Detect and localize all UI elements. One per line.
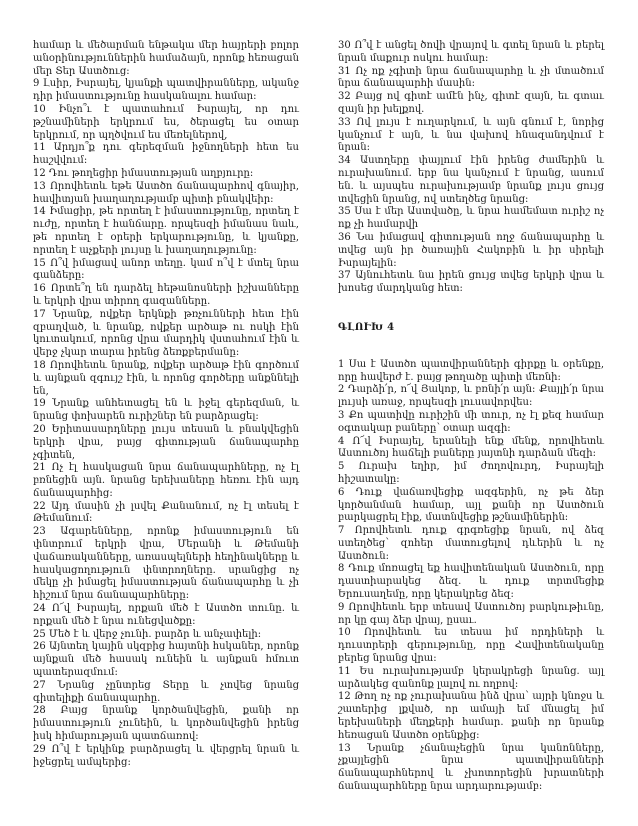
verse-paragraph: 16 Որտե՞ղ են դարձել հեթանոսների իշխանները և երկրի վրա տիրող գազանները. bbox=[33, 283, 299, 307]
right-column bbox=[338, 40, 604, 794]
verse-paragraph: 34 Աստղերը փայլում էին իրենց ժամերին և ուրախանում. երբ նա կանչում է նրանց, ասում են. և այսպես ուրախությամբ նրանք լույս ցույց տվեցին նրանց, ով ստեղծեց նրանց: bbox=[338, 155, 604, 205]
verse-paragraph: 9 Լսիր, Իսրայել, կյանքի պատվիրանները, ականջ դիր իմաստությունը հասկանալու համար: bbox=[33, 78, 299, 103]
verse-paragraph: 27 Նրանց չընտրեց Տերը և չտվեց նրանց գիտելիքի ճանապարհը. bbox=[33, 679, 299, 704]
left-column bbox=[33, 40, 299, 769]
verse-paragraph: 22 Այդ մասին չի լսվել Քանանում, ոչ էլ տեսել է Թեմանում: bbox=[33, 500, 299, 525]
verse-paragraph: 14 Իմացիր, թե որտեղ է իմաստությունը, որտեղ է ուժը, որտեղ է հանճարը. որպեսզի իմանաս նաև, թե որտեղ է օրերի երկարությունը, և կյանքը, որտեղ է աչքերի լույսը և խաղաղությունը: bbox=[33, 206, 299, 256]
verse-paragraph: 24 Ո՜վ Իսրայել, որքան մեծ է Աստծո տունը. և որքան մեծ է նրա ունեցվածքը: bbox=[33, 603, 299, 627]
verse-paragraph: 35 Սա է մեր Աստվածը, և նրա համեմատ ուրիշ ոչ ոք չի համարվի bbox=[338, 206, 604, 231]
verse-paragraph: 1 Սա է Աստծո պատվիրանների գիրքը և օրենքը, որը հավերժ է. բայց թողածը պիտի մեռնի: bbox=[338, 358, 604, 383]
verse-paragraph: 18 Որովհետև նրանք, ովքեր արծաթ էին գործում և այնքան զգույշ էին, և որոնց գործերը անքննելի են, bbox=[33, 359, 299, 397]
verse-paragraph: 32 Բայց ով գիտէ ամէն ինչ, գիտէ զայն, եւ գտաւ զայն իր խելքով. bbox=[338, 91, 604, 115]
verse-paragraph: 7 Որովհետև դուք գրգռեցիք նրան, ով ձեզ ստեղծեց՝ զոհեր մատուցելով դևերին և ոչ Աստծուն: bbox=[338, 525, 604, 562]
verse-paragraph: 30 Ո՞վ է անցել ծովի վրայով և գտել նրան և բերել նրան մաքուր ոսկու համար: bbox=[338, 40, 604, 64]
verse-paragraph: 3 Քո պատիվը ուրիշին մի տուր, ոչ էլ քեզ համար օգտակար բաները՝ օտար ազգի: bbox=[338, 409, 604, 434]
verse-paragraph: 11 Ես ուրախությամբ կերակրեցի նրանց. այլ արձակեց զանոնք լալով ու ողբով: bbox=[338, 665, 604, 690]
verse-paragraph: 19 Նրանք անհետացել են և իջել գերեզման, և նրանց փոխարեն ուրիշներ են բարձրացել: bbox=[33, 398, 299, 423]
verse-paragraph: 4 Ո՜վ Իսրայել, երանելի ենք մենք, որովհետև Աստուծոյ հաճելի բաները յայտնի դարձան մեզի: bbox=[338, 435, 604, 460]
verse-paragraph: 20 Երիտասարդները լույս տեսան և բնակվեցին երկրի վրա, բայց գիտության ճանապարհը չգիտեն, bbox=[33, 423, 299, 461]
verse-paragraph: 9 Որովհետև երբ տեսավ Աստուծոյ բարկութիւնը, որ կը գայ ձեր վրայ, ըսաւ. bbox=[338, 601, 604, 626]
verse-paragraph: 17 Նրանք, ովքեր երկնքի թռչունների հետ էին զբաղված, և նրանք, ովքեր արծաթ ու ոսկի էին կուտակում, որոնց վրա մարդիկ վստահում էին և վերջ չկար տարա իրենց ձեռքբերմանը: bbox=[33, 308, 299, 359]
verse-paragraph: 36 Նա իմացավ գիտության ողջ ճանապարհը և տվեց այն իր ծառային Հակոբին և իր սիրելի Իսրայելին: bbox=[338, 231, 604, 269]
verse-paragraph: 12 Դու թողեցիր իմաստության աղբյուրը: bbox=[33, 167, 254, 179]
verse-paragraph: 15 Ո՞վ իմացավ անոր տեղը. կամ ո՞վ է մտել նրա գանձերը: bbox=[33, 257, 299, 282]
verse-paragraph: 11 Արդյո՞ք դու գերեզման իջնողների հետ ես հաշվվում: bbox=[33, 142, 299, 167]
right-column-bottom bbox=[338, 359, 604, 794]
verse-paragraph: 28 Բայց նրանք կործանվեցին, քանի որ իմաստություն չունեին, և կործանվեցին իրենց իսկ հիմարության պատճառով: bbox=[33, 705, 299, 743]
verse-paragraph: 37 Այնուհետև նա իրեն ցույց տվեց երկրի վրա և խոսեց մարդկանց հետ: bbox=[338, 270, 604, 295]
verse-paragraph: 10 Որովհետև ես տեսա իմ որդիների և դուստրերի գերությունը, որը Հավիտենականը բերեց նրանց վրա: bbox=[338, 627, 604, 665]
verse-paragraph: համար և մեծարման ենթակա մեր հայրերի բոլոր անօրինություններին համաձայն, որոնք հեռացան մեր Տեր Աստծուց: bbox=[33, 40, 299, 77]
verse-paragraph: 6 Դուք վաճառվեցիք ազգերին, ոչ թե ձեր կործանման համար, այլ քանի որ Աստծուն բարկացրել էիք, մատնվեցիք թշնամիներին: bbox=[338, 486, 604, 524]
verse-paragraph: 10 Ինչո՞ւ է պատահում Իսրայել, որ դու թշնամիների երկրում ես, ծերացել ես օտար երկրում, որ պղծվում ես մեռելներով, bbox=[33, 103, 299, 141]
verse-paragraph: 2 Դարձի՛ր, ո՜վ Յակոբ, և բռնի՛ր այն: Քայլի՛ր նրա լույսի առաջ, որպեսզի լուսավորվես: bbox=[338, 384, 604, 409]
verse-paragraph: 33 Ով լույս է ուղարկում, և այն գնում է, նորից կանչում է այն, և նա վախով հնազանդվում է նրան: bbox=[338, 116, 604, 154]
chapter-title: ԳԼՈՒԽ 4 bbox=[338, 321, 395, 333]
verse-paragraph: 31 Ոչ ոք չգիտի նրա ճանապարհը և չի մտածում նրա ճանապարհի մասին: bbox=[338, 65, 604, 90]
verse-paragraph: 25 Մեծ է և վերջ չունի. բարձր և անչափելի: bbox=[33, 628, 262, 640]
right-column-top bbox=[338, 40, 604, 296]
verse-paragraph: 13 Որովհետև եթե Աստծո ճանապարհով գնայիր, հավիտյան խաղաղությամբ պիտի բնակվեիր: bbox=[33, 180, 299, 205]
verse-paragraph: 29 Ո՞վ է երկինք բարձրացել և վերցրել նրան և իջեցրել ամպերից: bbox=[33, 743, 299, 768]
verse-paragraph: 23 Ագարենները, որոնք իմաստություն են փնտրում երկրի վրա, Մերանի և Թեմանի վաճառականները, առասպելների հեղինակները և հասկացողություն փնտրողները. սրանցից ոչ մեկը չի իմացել իմաստության ճանապարհը և չի հիշում նրա ճանապարհները: bbox=[33, 526, 299, 602]
verse-paragraph: 26 Այնտեղ կային սկզբից հայտնի հսկաներ, որոնք այնքան մեծ հասակ ունեին և այնքան հմուտ պատերազմում: bbox=[33, 641, 299, 679]
verse-paragraph: 21 Ոչ էլ հասկացան նրա ճանապարհները, ոչ էլ բռնեցին այն. նրանց երեխաները հեռու էին այդ ճանապարհից: bbox=[33, 462, 299, 499]
verse-paragraph: 8 Դուք մոռացել եք հավիտենական Աստծուն, որը դաստիարակեց ձեզ. և դուք տրտմեցիք Երուսաղեմը, որը կերակրեց ձեզ: bbox=[338, 563, 604, 601]
verse-paragraph: 5 Ուրախ եղիր, իմ ժողովուրդ, Իսրայելի հիշատակը: bbox=[338, 461, 604, 485]
verse-paragraph: 13 Նրանք չճանաչեցին նրա կանոնները, չքայլեցին նրա պատվիրանների ճանապարհներով և չխոտորեցին խրատների ճանապարհները նրա արդարությամբ: bbox=[338, 742, 604, 793]
verse-paragraph: 12 Թող ոչ ոք չուրախանա ինձ վրա՝ այրի կնոջս և շատերից լքված, որ ամայի եմ մնացել իմ երեխաների մեղքերի համար. քանի որ նրանք հեռացան Աստծո օրենքից: bbox=[338, 691, 604, 741]
